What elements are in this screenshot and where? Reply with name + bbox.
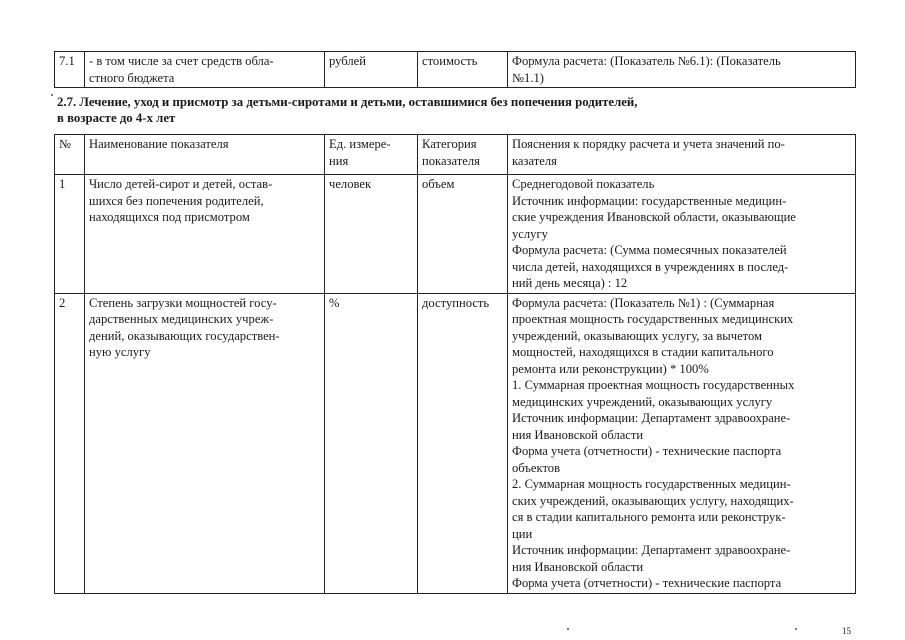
- explanation: Среднегодовой показатель Источник информации: государственные медицин- ские учреждения Ивановской области, оказывающие услугу Формула расчета: (Сумма помесячных показателей числа детей, находящихся в учреждениях в послед- ний день месяца) : 12: [508, 175, 856, 294]
- scan-speck: [567, 628, 569, 630]
- table-row: [55, 293, 856, 593]
- continuation-table: [54, 51, 856, 88]
- scan-speck: [795, 628, 797, 630]
- page-number: 15: [842, 626, 851, 636]
- scan-speck: [51, 94, 53, 96]
- header-category: Категория показателя: [418, 135, 508, 175]
- unit-of-measure: человек: [325, 175, 418, 294]
- explanation: Формула расчета: (Показатель №1) : (Суммарная проектная мощность государственных медицинских учреждений, оказывающих услугу, за вычетом мощностей, находящихся в стадии капитального ремонта или реконструкции) * 100% 1. Суммарная проектная мощность государственных медицинских учреждений, оказывающих услугу Источник информации: Департамент здравоохране- ния Ивановской области Форма учета (отчетности) - технические паспорта объектов 2. Суммарная мощность государственных медицин- ских учреждений, оказывающих услугу, находящих- ся в стадии капитального ремонта или реконструк- ции Источник информации: Департамент здравоохране- ния Ивановской области Форма учета (отчетности) - технические паспорта: [508, 293, 856, 593]
- indicator-category: объем: [418, 175, 508, 294]
- table-row: [55, 52, 856, 88]
- header-unit: Ед. измере- ния: [325, 135, 418, 175]
- indicator-category: доступность: [418, 293, 508, 593]
- indicator-name: Число детей-сирот и детей, остав- шихся без попечения родителей, находящихся под присмотром: [85, 175, 325, 294]
- row-number: 1: [55, 175, 85, 294]
- section-heading: 2.7. Лечение, уход и присмотр за детьми-сиротами и детьми, оставшимися без попечения родителей, в возрасте до 4-х лет: [57, 95, 638, 125]
- indicator-name: - в том числе за счет средств обла- стного бюджета: [85, 52, 325, 88]
- table-row: [55, 175, 856, 294]
- indicator-category: стоимость: [418, 52, 508, 88]
- row-number: 7.1: [55, 52, 85, 88]
- unit-of-measure: рублей: [325, 52, 418, 88]
- header-explanation: Пояснения к порядку расчета и учета значений по- казателя: [508, 135, 856, 175]
- row-number: 2: [55, 293, 85, 593]
- indicator-name: Степень загрузки мощностей госу- дарственных медицинских учреж- дений, оказывающих государствен- ную услугу: [85, 293, 325, 593]
- table-header-row: [55, 135, 856, 175]
- header-name: Наименование показателя: [85, 135, 325, 175]
- indicators-table: [54, 134, 856, 594]
- unit-of-measure: %: [325, 293, 418, 593]
- header-number: №: [55, 135, 85, 175]
- explanation: Формула расчета: (Показатель №6.1): (Показатель №1.1): [508, 52, 856, 88]
